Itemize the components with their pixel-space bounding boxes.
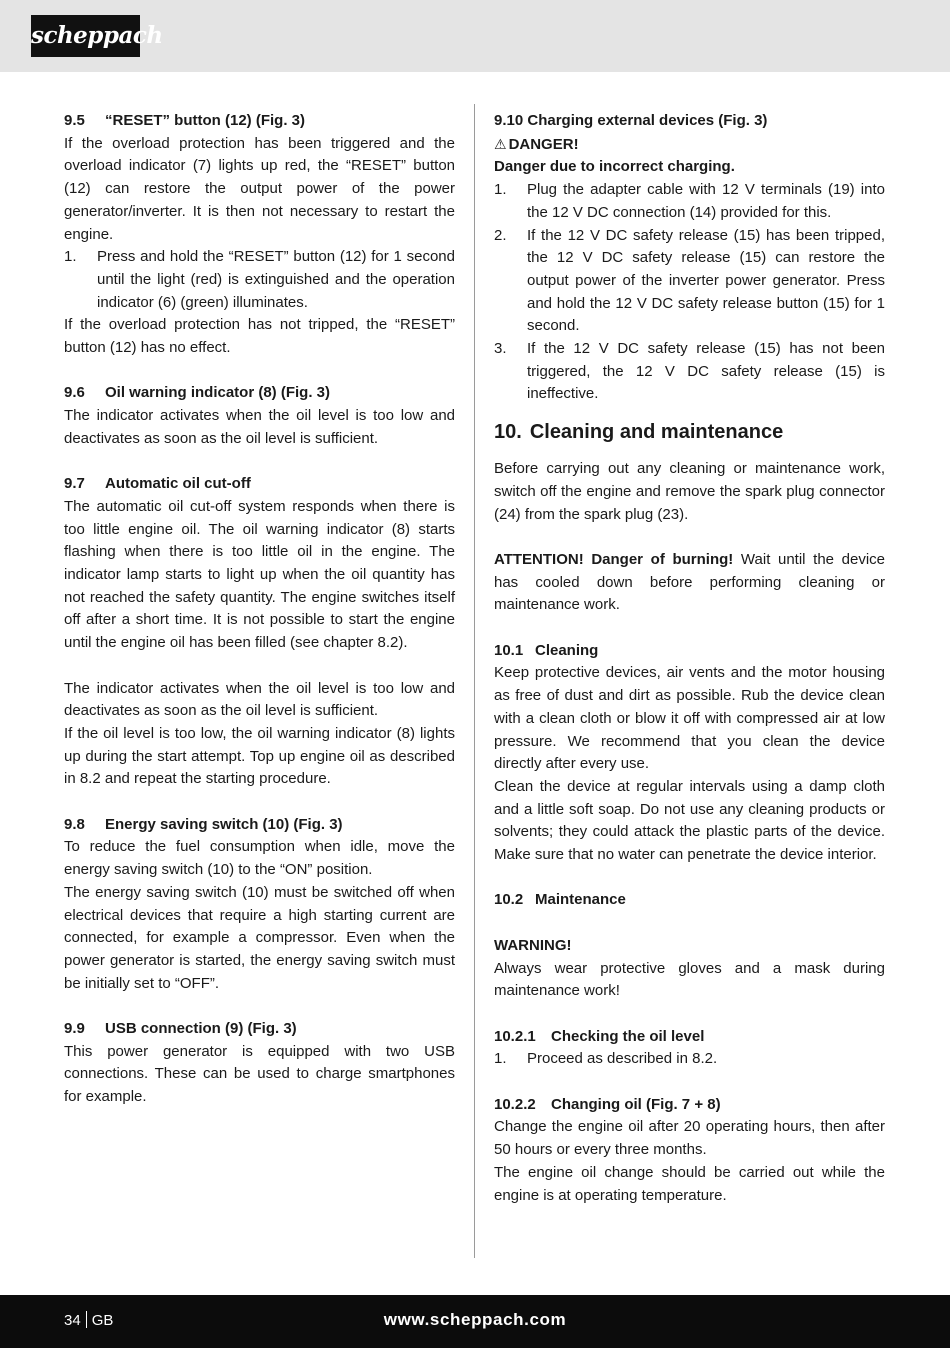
paragraph: The indicator activates when the oil level is too low and deactivates as soon as the oil level is sufficient. bbox=[64, 407, 455, 447]
section-heading-9-10: 9.10 Charging external devices (Fig. 3) bbox=[494, 112, 768, 129]
paragraph: If the overload protection has not tripped, the “RESET” button (12) has no effect. bbox=[64, 316, 455, 357]
paragraph: Before carrying out any cleaning or maintenance work, switch off the engine and remove the spark plug connector (24) from the spark plug (23). bbox=[494, 460, 885, 523]
page-number: 34 GB bbox=[64, 1312, 114, 1329]
paragraph: Clean the device at regular intervals using a damp cloth and a little soft soap. Do not use any cleaning products or solvents; they could attack the plastic parts of the device. Make sure that no water can penetrate the device interior. bbox=[494, 777, 885, 864]
warning-label: WARNING! bbox=[494, 936, 572, 954]
danger-label: ⚠ DANGER! bbox=[494, 135, 579, 153]
list-item: 1. Plug the adapter cable with 12 V terminals (19) into the 12 V DC connection (14) provided for this. bbox=[494, 181, 885, 221]
website-link[interactable]: www.scheppach.com bbox=[383, 1310, 567, 1329]
right-column bbox=[494, 110, 885, 1207]
paragraph: This power generator is equipped with two USB connections. These can be used to charge smartphones for example. bbox=[64, 1042, 455, 1106]
danger-subtitle: Danger due to incorrect charging. bbox=[494, 158, 735, 176]
section-heading-9-6: 9.6 Oil warning indicator (8) (Fig. 3) bbox=[64, 384, 331, 402]
list-item: 2. If the 12 V DC safety release (15) has been tripped, the 12 V DC safety release (15) can restore the output power of the inverter power generator. Press and hold the 12 V DC safety release button (15) for 1 second. bbox=[494, 226, 885, 335]
section-heading-9-9: 9.9 USB connection (9) (Fig. 3) bbox=[64, 1020, 297, 1038]
section-heading-10-2-1: 10.2.1 Checking the oil level bbox=[494, 1027, 705, 1045]
column-divider bbox=[474, 104, 475, 1258]
paragraph: The energy saving switch (10) must be switched off when electrical devices that require a high starting current are connected, for example a compressor. Even when the power generator is started, the energy saving switch must be initially set to “OFF”. bbox=[64, 883, 455, 992]
paragraph: The automatic oil cut-off system responds when there is too little engine oil. The oil warning indicator (8) starts flashing when there is too little oil in the engine. The indicator lamp starts to light up when the oil quantity has not reached the safety quantity. The engine switches itself off after a short time. It is not possible to start the engine until the engine oil has been filled (see chapter 8.2). bbox=[64, 497, 455, 652]
left-column bbox=[64, 110, 455, 1109]
paragraph: If the overload protection has been triggered and the overload indicator (7) lights up red, the “RESET” button (12) can restore the output power of the power generator/inverter. It is then not necessary to restart the engine. bbox=[64, 134, 455, 243]
paragraph: To reduce the fuel consumption when idle, move the energy saving switch (10) to the “ON” position. bbox=[64, 838, 455, 879]
paragraph: The indicator activates when the oil level is too low and deactivates as soon as the oil level is sufficient. bbox=[64, 679, 455, 720]
list-item: 3. If the 12 V DC safety release (15) has not been triggered, the 12 V DC safety release (15) is ineffective. bbox=[494, 340, 885, 403]
list-item: 1. Proceed as described in 8.2. bbox=[494, 1050, 718, 1068]
attention-paragraph: ATTENTION! Danger of burning! Wait until the device has cooled down before performing cleaning or maintenance work. bbox=[494, 550, 885, 614]
warning-triangle-icon: ⚠ bbox=[494, 135, 507, 152]
list-item: 1. Press and hold the “RESET” button (12) for 1 second until the light (red) is extinguished and the operation indicator (6) (green) illuminates. bbox=[64, 248, 455, 311]
section-heading-10-1: 10.1 Cleaning bbox=[494, 641, 599, 659]
page-footer bbox=[0, 1295, 950, 1348]
section-heading-9-8: 9.8 Energy saving switch (10) (Fig. 3) bbox=[64, 815, 343, 833]
paragraph: Keep protective devices, air vents and the motor housing as free of dust and dirt as possible. Rub the device clean with a clean cloth or blow it off with compressed air at low pressure. We recommend that you clean the device directly after every use. bbox=[494, 664, 885, 773]
page-header bbox=[0, 0, 950, 72]
paragraph: Change the engine oil after 20 operating hours, then after 50 hours or every three months. bbox=[494, 1118, 885, 1159]
section-heading-9-7: 9.7 Automatic oil cut-off bbox=[64, 475, 251, 493]
paragraph: Always wear protective gloves and a mask during maintenance work! bbox=[494, 959, 885, 1000]
section-heading-10-2: 10.2 Maintenance bbox=[494, 891, 626, 909]
chapter-heading-10: 10. Cleaning and maintenance bbox=[494, 421, 784, 444]
paragraph: The engine oil change should be carried out while the engine is at operating temperature. bbox=[494, 1163, 885, 1204]
paragraph: If the oil level is too low, the oil warning indicator (8) lights up during the start attempt. Top up engine oil as described in 8.2 and repeat the starting procedure. bbox=[64, 724, 455, 788]
section-heading-10-2-2: 10.2.2 Changing oil (Fig. 7 + 8) bbox=[494, 1095, 721, 1113]
section-heading-9-5: 9.5 “RESET” button (12) (Fig. 3) bbox=[64, 112, 305, 129]
brand-logo: scheppach bbox=[31, 15, 140, 57]
